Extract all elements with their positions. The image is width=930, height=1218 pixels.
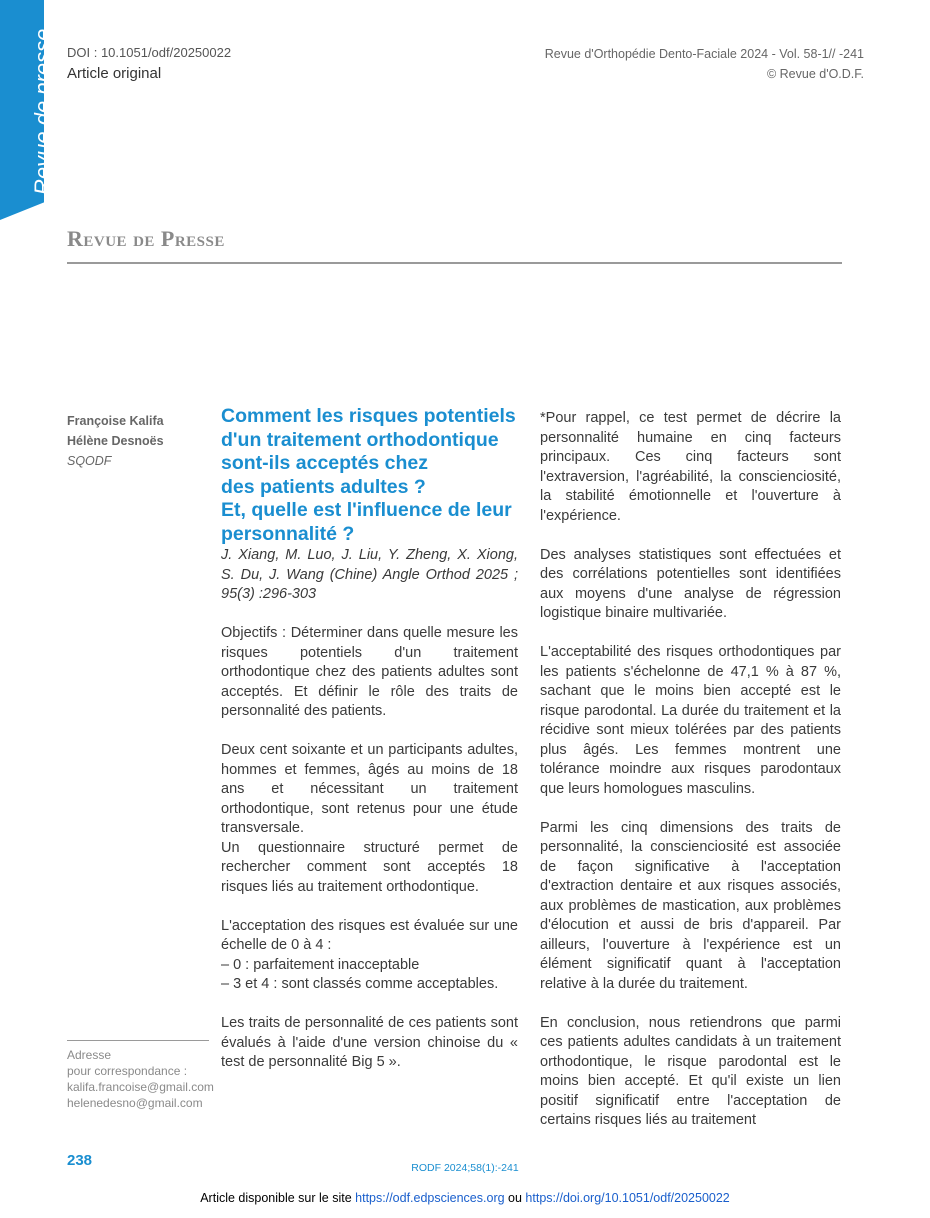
- correspondence-label: pour correspondance :: [67, 1064, 188, 1078]
- doi: DOI : 10.1051/odf/20250022: [67, 45, 232, 60]
- body-paragraph: Les traits de personnalité de ces patients sont évalués à l'aide d'une version chinoise du « test de personnalité Big 5 ».: [221, 1015, 518, 1070]
- body-paragraph: Objectifs : Déterminer dans quelle mesure les risques potentiels d'un traitement orthodontique chez des patients adultes sont acceptés. Et définir le rôle des traits de personnalité des patients.: [221, 625, 518, 719]
- author-name: Hélène Desnoës: [67, 434, 164, 448]
- article-title: [221, 405, 518, 546]
- availability-separator: ou: [504, 1191, 526, 1205]
- body-paragraph: En conclusion, nous retiendrons que parmi ces patients adultes candidats à un traitement orthodontique, le risque parodontal est le moins bien accepté. Et qu'il existe un lien positif significatif entre l'acceptation de certains risques liés au traitement: [540, 1014, 841, 1128]
- copyright: © Revue d'O.D.F.: [766, 67, 864, 81]
- title-line: Et, quelle est l'influence de leur: [221, 499, 512, 521]
- body-paragraph: L'acceptabilité des risques orthodontiques par les patients s'échelonne de 47,1 % à 87 %, sachant que le moins bien accepté est le risque parodontal. La durée du traitement et la récidive sont mieux tolérées par des patients plus âgés. Les femmes montrent une tolérance moindre aux risques parodontaux que leurs homologues masculins.: [540, 644, 841, 797]
- availability-prefix: Article disponible sur le site: [200, 1191, 356, 1205]
- title-line: sont-ils acceptés chez: [221, 452, 428, 474]
- correspondence-label: Adresse: [67, 1048, 112, 1062]
- footer-journal-reference: RODF 2024;58(1):-241: [411, 1162, 519, 1174]
- title-line: Comment les risques potentiels: [221, 405, 516, 427]
- author-affiliation: SQODF: [67, 454, 112, 468]
- body-paragraph: Des analyses statistiques sont effectuées et des corrélations potentielles sont identifiées aux moyens d'une analyse de régression logistique binaire multivariée.: [540, 546, 841, 621]
- side-tab-label: Revue de presse: [30, 28, 55, 195]
- section-divider: [67, 262, 842, 264]
- citation: J. Xiang, M. Luo, J. Liu, Y. Zheng, X. Xiong, S. Du, J. Wang (Chine) Angle Orthod 2025 ; 95(3) :296-303: [221, 547, 518, 602]
- page-number: 238: [67, 1152, 93, 1169]
- left-column: [221, 405, 518, 1092]
- journal-reference: Revue d'Orthopédie Dento-Faciale 2024 - Vol. 58-1// -241: [544, 47, 864, 61]
- correspondence-email[interactable]: kalifa.francoise@gmail.com: [67, 1080, 214, 1094]
- doi-link[interactable]: https://doi.org/10.1051/odf/20250022: [525, 1191, 730, 1205]
- body-paragraph: *Pour rappel, ce test permet de décrire la personnalité humaine en cinq facteurs principaux. Ces cinq facteurs sont l'extraversion, l'agréabilité, la conscienciosité, la stabilité émotionnelle et l'ouverture à l'expérience.: [540, 410, 841, 524]
- correspondence-divider: [67, 1040, 209, 1041]
- title-line: personnalité ?: [221, 522, 355, 545]
- article-type: Article original: [67, 65, 162, 82]
- scale-list-item: – 3 et 4 : sont classés comme acceptables.: [221, 976, 499, 992]
- correspondence-block: [67, 1047, 214, 1111]
- correspondence-email[interactable]: helenedesno@gmail.com: [67, 1096, 203, 1110]
- author-name: Françoise Kalifa: [67, 414, 164, 428]
- body-paragraph: Parmi les cinq dimensions des traits de personnalité, la conscienciosité est associée de façon significative à l'acceptation d'extraction dentaire et aux risques associés, aux problèmes de mastication, aux problèmes d'élocution et aussi de bris d'appareil. Par ailleurs, l'ouverture à l'expérience est un élément significatif quant à l'acceptation relative à la durée du traitement.: [540, 819, 841, 992]
- scale-list-item: – 0 : parfaitement inacceptable: [221, 956, 420, 973]
- right-column: [540, 409, 841, 1150]
- authors-block: [67, 411, 164, 471]
- availability-line: [0, 1191, 930, 1205]
- body-paragraph: Un questionnaire structuré permet de rechercher comment sont acceptés 18 risques liés au traitement orthodontique.: [221, 839, 518, 895]
- body-paragraph: Deux cent soixante et un participants adultes, hommes et femmes, âgés au moins de 18 ans et nécessitant un traitement orthodontique, sont retenus pour une étude transversale.: [221, 742, 518, 836]
- body-paragraph: L'acceptation des risques est évaluée sur une échelle de 0 à 4 :: [221, 917, 518, 953]
- journal-site-link[interactable]: https://odf.edpsciences.org: [355, 1191, 505, 1205]
- title-line: des patients adultes ?: [221, 475, 426, 498]
- title-line: d'un traitement orthodontique: [221, 428, 499, 451]
- section-heading: Revue de Presse: [67, 226, 225, 251]
